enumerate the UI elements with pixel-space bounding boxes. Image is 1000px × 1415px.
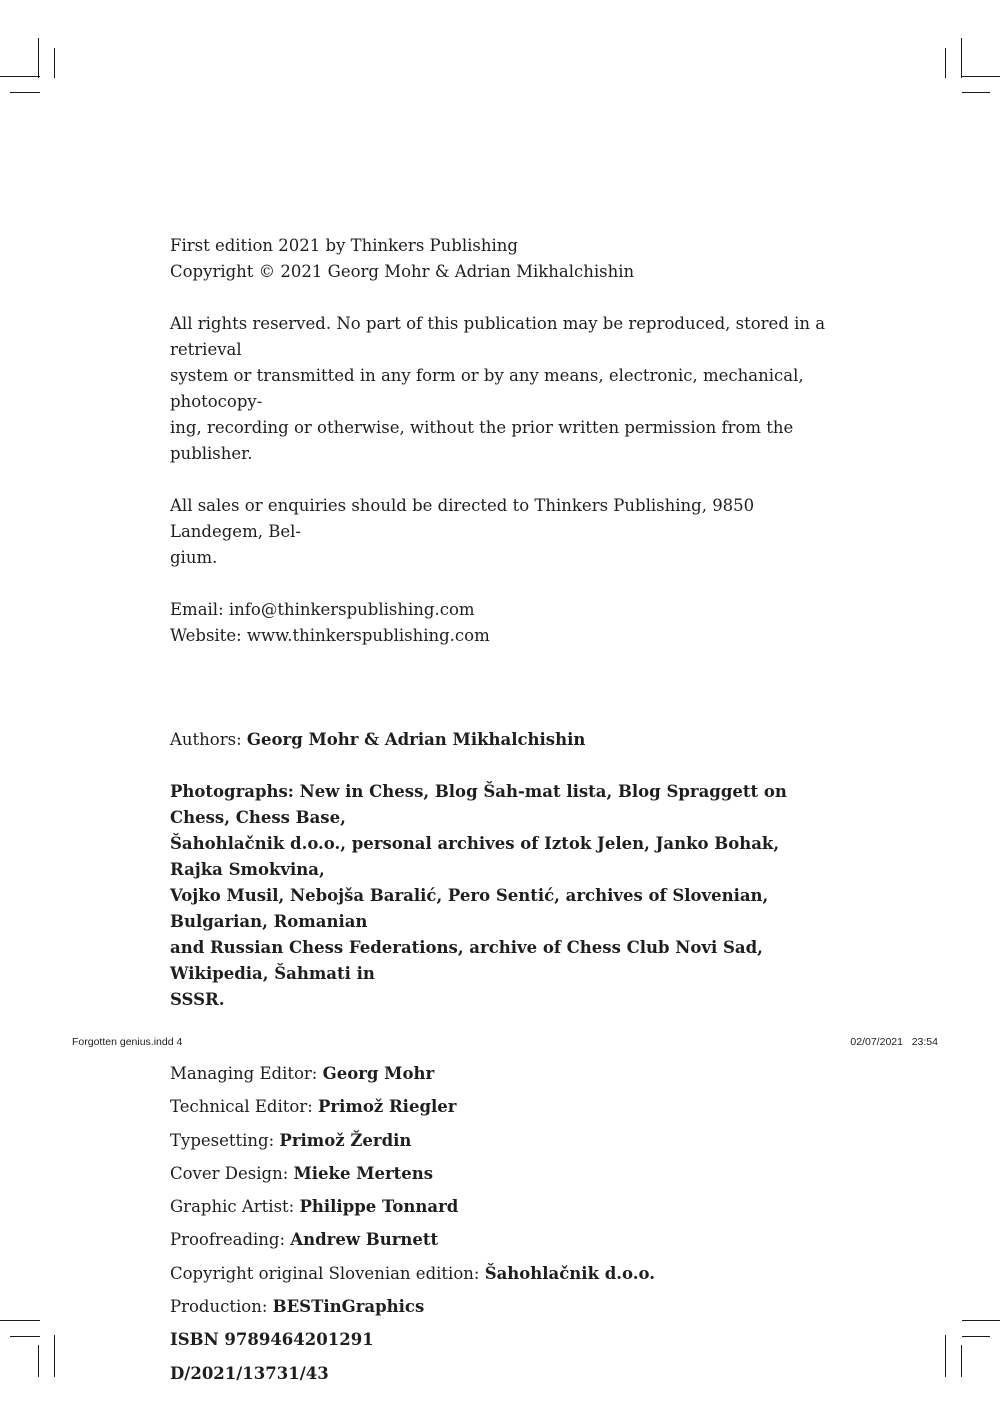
crop-mark: [945, 48, 946, 78]
authors-line: [170, 727, 835, 753]
credit-label: Typesetting:: [170, 1130, 280, 1150]
crop-mark: [961, 1345, 962, 1377]
isbn-line: ISBN 9789464201291: [170, 1330, 374, 1350]
crop-mark: [0, 76, 40, 77]
authors-names: Georg Mohr & Adrian Mikhalchishin: [246, 730, 586, 749]
credit-label: Production:: [170, 1297, 273, 1317]
credit-value: Andrew Burnett: [290, 1230, 439, 1250]
credit-label: Proofreading:: [170, 1230, 291, 1250]
credit-value: Šahohlačnik d.o.o.: [484, 1263, 655, 1283]
credit-label: Copyright original Slovenian edition:: [170, 1263, 485, 1283]
crop-mark: [54, 1335, 55, 1377]
authors-label: Authors:: [170, 730, 247, 749]
credit-row: [170, 1290, 835, 1323]
edition-line: First edition 2021 by Thinkers Publishing: [170, 236, 518, 255]
slug-filename: Forgotten genius.indd 4: [72, 1036, 183, 1048]
credit-label: Graphic Artist:: [170, 1197, 300, 1217]
credit-value: Georg Mohr: [322, 1064, 435, 1083]
credit-row: [170, 1190, 835, 1223]
credit-value: Primož Žerdin: [279, 1130, 412, 1150]
credit-row: [170, 1257, 835, 1290]
credit-row: [170, 1090, 835, 1123]
rights-line: All rights reserved. No part of this publication may be reproduced, stored in a retrieval: [170, 314, 826, 359]
credit-value: Philippe Tonnard: [299, 1197, 459, 1217]
credits-list: [170, 1057, 835, 1390]
legal-deposit-line: D/2021/13731/43: [170, 1363, 329, 1383]
website-line: Website: www.thinkerspublishing.com: [170, 626, 490, 645]
photographs-line: Šahohlačnik d.o.o., personal archives of Iztok Jelen, Janko Bohak, Rajka Smokvina,: [170, 834, 780, 879]
crop-mark: [10, 1336, 40, 1337]
crop-mark: [0, 1320, 40, 1321]
crop-mark: [38, 38, 39, 78]
imprint-content: [170, 233, 835, 1390]
credit-label: Managing Editor:: [170, 1064, 323, 1083]
credit-label: Technical Editor:: [170, 1097, 319, 1117]
sales-line: All sales or enquiries should be directed to Thinkers Publishing, 9850 Landegem, Bel-: [170, 496, 755, 541]
photographs-line: Photographs: New in Chess, Blog Šah-mat lista, Blog Spraggett on Chess, Chess Base,: [170, 782, 787, 827]
credit-value: Mieke Mertens: [293, 1163, 434, 1183]
crop-mark: [54, 48, 55, 78]
photographs-line: Vojko Musil, Nebojša Baralić, Pero Sentić, archives of Slovenian, Bulgarian, Romanian: [170, 886, 769, 931]
crop-mark: [961, 38, 962, 78]
photographs-line: and Russian Chess Federations, archive of Chess Club Novi Sad, Wikipedia, Šahmati in: [170, 938, 763, 983]
crop-mark: [962, 1336, 990, 1337]
crop-mark: [945, 1335, 946, 1377]
crop-mark: [962, 1320, 1000, 1321]
email-line: Email: info@thinkerspublishing.com: [170, 600, 475, 619]
credit-row: [170, 1124, 835, 1157]
rights-line: system or transmitted in any form or by any means, electronic, mechanical, photocopy-: [170, 366, 804, 411]
crop-mark: [962, 76, 1000, 77]
credit-row: [170, 1223, 835, 1256]
credit-value: Primož Riegler: [318, 1097, 457, 1117]
copyright-line: Copyright © 2021 Georg Mohr & Adrian Mikhalchishin: [170, 262, 635, 281]
crop-mark: [10, 92, 40, 93]
crop-mark: [962, 92, 990, 93]
credit-row: [170, 1057, 835, 1090]
photographs-line: SSSR.: [170, 990, 225, 1009]
crop-mark: [38, 1345, 39, 1377]
credit-value: BESTinGraphics: [272, 1297, 425, 1317]
credit-row: [170, 1157, 835, 1190]
sales-line: gium.: [170, 548, 218, 567]
credit-label: Cover Design:: [170, 1163, 294, 1183]
slug-datetime: 02/07/2021 23:54: [850, 1036, 938, 1048]
rights-line: ing, recording or otherwise, without the prior written permission from the publisher.: [170, 418, 794, 463]
